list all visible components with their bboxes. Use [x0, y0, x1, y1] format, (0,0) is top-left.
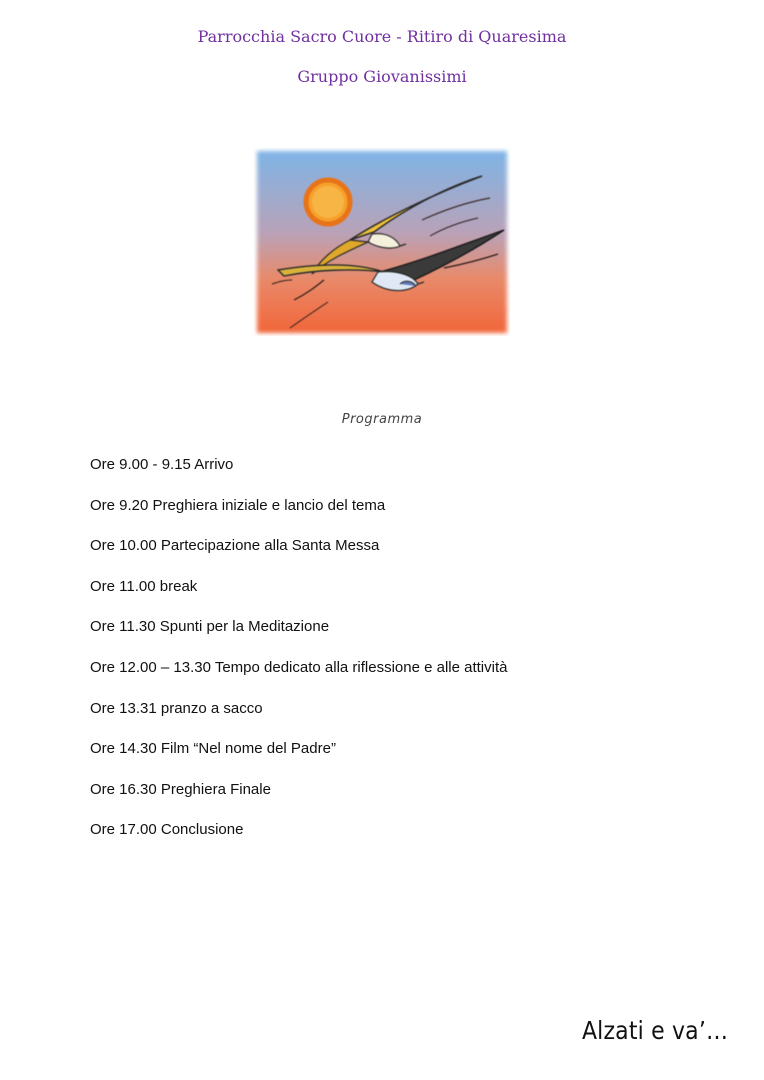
- document-subtitle: Gruppo Giovanissimi: [297, 67, 467, 86]
- schedule-item: Ore 14.30 Film “Nel nome del Padre”: [90, 740, 336, 758]
- schedule-item: Ore 11.30 Spunti per la Meditazione: [90, 618, 330, 636]
- schedule-item: Ore 17.00 Conclusione: [90, 821, 244, 839]
- schedule-item: Ore 12.00 – 13.30 Tempo dedicato alla riflessione e alle attività: [90, 658, 508, 676]
- seagulls-sunset-illustration: [254, 148, 510, 336]
- schedule-item: Ore 16.30 Preghiera Finale: [90, 780, 271, 798]
- program-title: Programma: [341, 412, 423, 427]
- document-title: Parrocchia Sacro Cuore - Ritiro di Quaresima: [197, 27, 567, 46]
- sun-icon: [306, 180, 350, 224]
- schedule-item: Ore 9.00 - 9.15 Arrivo: [90, 456, 234, 473]
- schedule-item: Ore 11.00 break: [90, 577, 198, 595]
- schedule-item: Ore 13.31 pranzo a sacco: [90, 699, 263, 717]
- schedule-item: Ore 10.00 Partecipazione alla Santa Messa: [90, 537, 380, 555]
- closing-motto: Alzati e va’…: [581, 1016, 728, 1045]
- schedule-list: [90, 455, 730, 861]
- schedule-item: Ore 9.20 Preghiera iniziale e lancio del tema: [90, 496, 386, 514]
